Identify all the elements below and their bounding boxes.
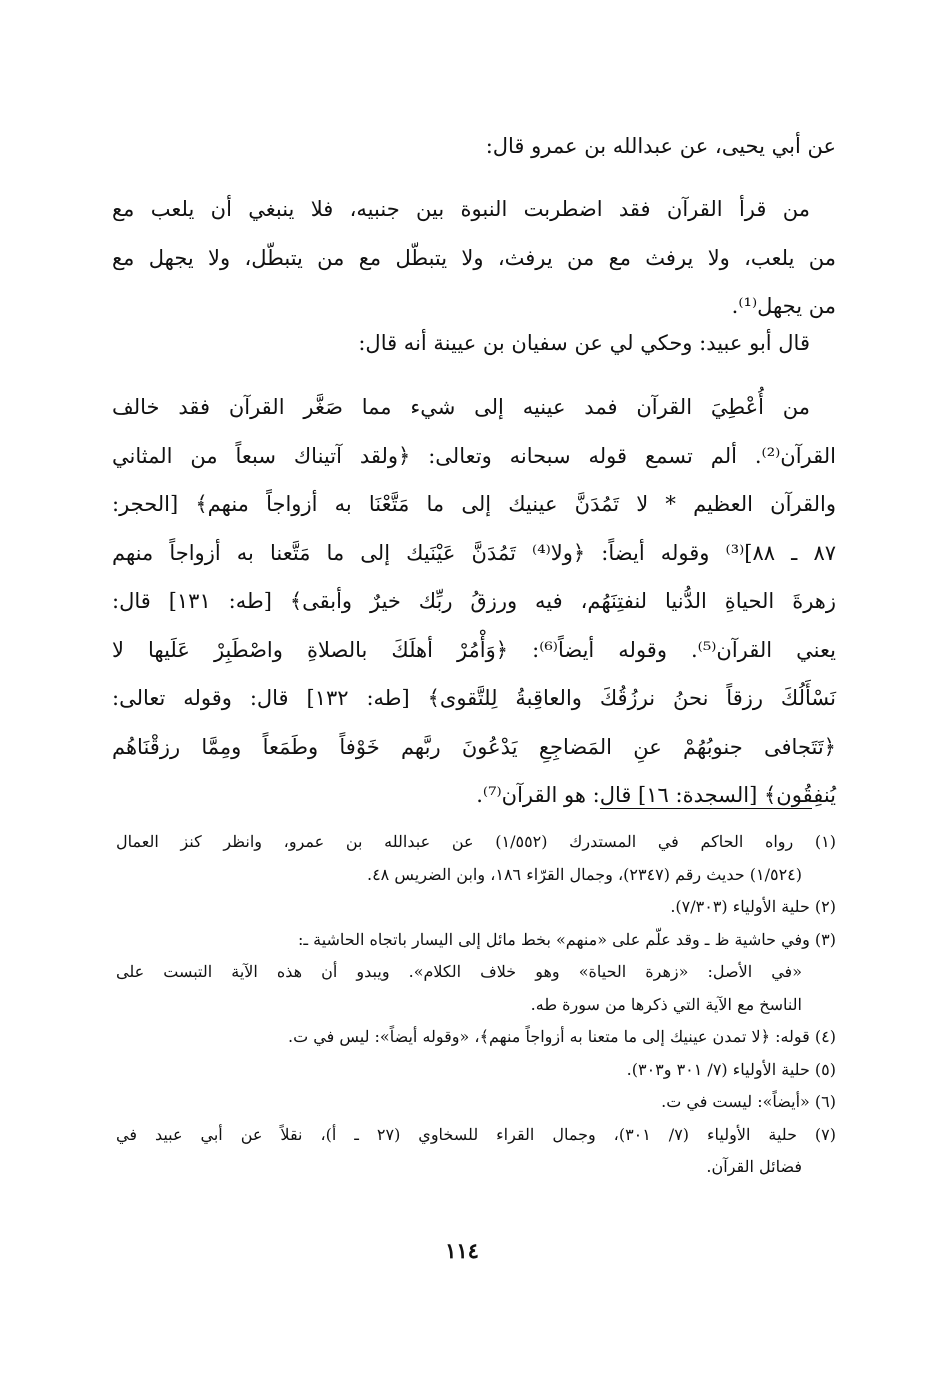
- footnote-3-quote: «في الأصل: «زهرة الحياة» وهو خلاف الكلام». ويبدو أن هذه الآية التبست على: [116, 962, 802, 981]
- main-paragraph: [112, 383, 836, 820]
- intro-line: [112, 122, 836, 171]
- text-line: ﴿تَتَجافى جنوبُهُمْ عنِ المَضاجِعِ يَدْعُونَ ربَّهم خَوْفاً وطَمَعاً ومِمَّا رزقْنَاهُم: [112, 734, 836, 759]
- footnote-7: (٧) حلية الأولياء (٧/ ٣٠١)، وجمال القراء للسخاوي (٢٧ ـ أ)، نقلاً عن أبي عبيد في: [116, 1124, 836, 1144]
- text-line: عن أبي يحيى، عن عبدالله بن عمرو قال:: [485, 134, 836, 158]
- text-line: القرآن⁽²⁾. ألم تسمع قوله سبحانه وتعالى: ﴿ولقد آتيناك سبعاً من المثاني: [112, 443, 836, 468]
- footnote-1-cont: (١/٥٢٤) حديث رقم (٢٣٤٧)، وجمال القرّاء ١٨٦، وابن الضريس ٤٨.: [366, 864, 802, 884]
- quote-paragraph: [112, 185, 836, 331]
- footnote-5: (٥) حلية الأولياء (٧/ ٣٠١ و٣٠٣).: [626, 1059, 836, 1079]
- text-line: من أُعْطِيَ القرآن فمد عينيه إلى شيء مما صَغَّر القرآن فقد خالف: [112, 395, 810, 419]
- footnote-divider: [600, 808, 812, 809]
- footnote-3: (٣) وفي حاشية ظ ـ وقد علّم على «منهم» بخط مائل إلى اليسار باتجاه الحاشية ـ:: [297, 929, 836, 949]
- text-line: نَسْأَلُكَ رزقاً نحنُ نرزُقُكَ والعاقِبةُ لِلتَّقوى﴾ [طه: ١٣٢] قال: وقوله تعالى:: [112, 686, 836, 710]
- page-number: ١١٤: [445, 1238, 479, 1263]
- footnote-6: (٦) «أيضاً»: ليست في ت.: [661, 1092, 836, 1111]
- text-line: يُنفِقُون﴾ [السجدة: ١٦] قال: هو القرآن⁽⁷⁾.: [476, 783, 836, 807]
- text-line: والقرآن العظيم * لا تَمُدَنَّ عينيك إلى ما مَتَّعْنَا به أزواجاً منهم﴾ [الحجر:: [112, 492, 836, 516]
- text-line: زهرةَ الحياةِ الدُّنيا لنفتِنَهُم، فيه ورزقُ ربِّك خيرٌ وأبقى﴾ [طه: ١٣١] قال:: [112, 589, 836, 613]
- footnotes: [116, 826, 836, 1184]
- text-line: من يجهل⁽¹⁾.: [731, 294, 836, 318]
- text-line: من قرأ القرآن فقد اضطربت النبوة بين جنبيه، فلا ينبغي أن يلعب مع: [112, 197, 810, 221]
- text-line: قال أبو عبيد: وحكي لي عن سفيان بن عيينة أنه قال:: [358, 331, 810, 355]
- text-line: من يلعب، ولا يرفث مع من يرفث، ولا يتبطّل مع من يتبطّل، ولا يجهل مع: [112, 245, 836, 270]
- footnote-7-cont: فضائل القرآن.: [706, 1157, 802, 1176]
- text-line: يعني القرآن⁽⁵⁾. وقوله أيضاً⁽⁶⁾: ﴿وَأْمُرْ أهلَكَ بالصلاةِ واصْطَبِرْ عَلَيها لا: [112, 637, 836, 662]
- footnote-1: (١) رواه الحاكم في المستدرك (١/٥٥٢) عن عبدالله بن عمرو، وانظر كنز العمال: [116, 832, 837, 851]
- footnote-4: (٤) قوله: ﴿لا تمدن عينيك إلى ما متعنا به أزواجاً منهم﴾، «وقوله أيضاً»: ليس في ت.: [288, 1027, 836, 1046]
- text-line: ٨٧ ـ ٨٨]⁽³⁾ وقوله أيضاً: ﴿ولا⁽⁴⁾ تَمُدَنَّ عَيْنَيك إلى ما مَتَّعنا به أزواجاً منهم: [112, 540, 836, 565]
- footnote-2: (٢) حلية الأولياء (٧/٣٠٣).: [670, 897, 836, 916]
- footnote-3-quote-cont: الناسخ مع الآية التي ذكرها من سورة طه.: [530, 994, 802, 1014]
- narration-intro: [112, 319, 836, 368]
